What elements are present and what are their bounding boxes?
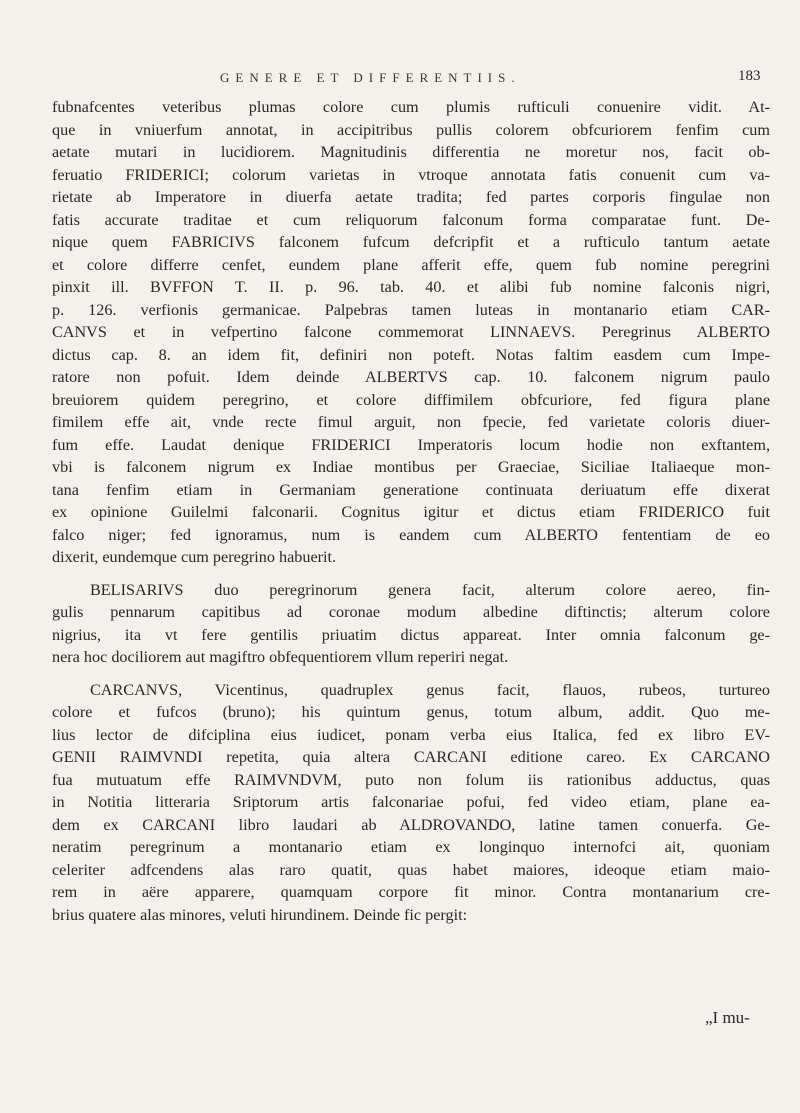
text-line: breuiorem quidem peregrino, et colore diffimilem obfcuriore, fed figura plane <box>52 390 770 409</box>
paragraph-2 <box>52 579 770 669</box>
text-line: dixerit, eundemque cum peregrino habuerit. <box>52 548 337 566</box>
text-line: ex opinione Guilelmi falconarii. Cognitus igitur et dictus etiam FRIDERICO fuit <box>52 503 770 521</box>
text-line: rietate ab Imperatore in diuerfa aetate tradita; fed partes corporis fingulae non <box>52 188 770 206</box>
text-line: lius lector de difciplina eius iudicet, ponam verba eius Italica, fed ex libro EV- <box>52 725 770 744</box>
text-line: fua mutuatum effe RAIMVNDVM, puto non folum iis rationibus adductus, quas <box>52 770 770 789</box>
text-line: CARCANVS, Vicentinus, quadruplex genus facit, flauos, rubeos, turtureo <box>90 680 770 699</box>
paragraph-1 <box>52 96 770 569</box>
text-line: celeriter adfcendens alas raro quatit, quas habet maiores, ideoque etiam maio- <box>52 860 770 879</box>
text-line: p. 126. verfionis germanicae. Palpebras tamen luteas in montanario etiam CAR- <box>52 300 770 319</box>
text-line: gulis pennarum capitibus ad coronae modum albedine diftinctis; alterum colore <box>52 603 770 621</box>
text-line: feruatio FRIDERICI; colorum varietas in vtroque annotata fatis conuenit cum va- <box>52 165 770 184</box>
text-line: neratim peregrinum a montanario etiam ex longinquo internofci ait, quoniam <box>52 838 770 856</box>
text-line: CANVS et in vefpertino falcone commemorat LINNAEVS. Peregrinus ALBERTO <box>52 323 770 341</box>
running-title: GENERE ET DIFFERENTIIS. <box>220 70 521 85</box>
text-line: nique quem FABRICIVS falconem fufcum defcripfit et a rufticulo tantum aetate <box>52 233 770 251</box>
text-line: brius quatere alas minores, veluti hirundinem. Deinde fic pergit: <box>52 905 468 924</box>
text-line: que in vniuerfum annotat, in accipitribus pullis colorem obfcuriorem fenfim cum <box>52 120 770 139</box>
text-line: rem in aëre apparere, quamquam corpore fit minor. Contra montanarium cre- <box>52 883 770 901</box>
text-line: falco niger; fed ignoramus, num is eandem cum ALBERTO fententiam de eo <box>52 525 770 544</box>
text-line: ratore non pofuit. Idem deinde ALBERTVS cap. 10. falconem nigrum paulo <box>52 368 770 386</box>
text-line: fatis accurate traditae et cum reliquorum falconum forma comparatae funt. De- <box>52 210 770 229</box>
text-line: GENII RAIMVNDI repetita, quia altera CARCANI editione careo. Ex CARCANO <box>52 748 770 766</box>
text-line: nigrius, ita vt fere gentilis priuatim dictus appareat. Inter omnia falconum ge- <box>52 625 770 644</box>
text-line: vbi is falconem nigrum ex Indiae montibus per Graeciae, Siciliae Italiaeque mon- <box>52 458 770 476</box>
text-line: nera hoc dociliorem aut magiftro obfequentiorem vllum reperiri negat. <box>52 648 509 666</box>
text-line: BELISARIVS duo peregrinorum genera facit, alterum colore aereo, fin- <box>90 580 770 599</box>
text-line: fubnafcentes veteribus plumas colore cum plumis rufticuli conuenire vidit. At- <box>52 98 770 116</box>
text-line: in Notitia litteraria Sriptorum artis falconariae pofui, fed video etiam, plane ea- <box>52 793 770 811</box>
text-line: aetate mutari in lucidiorem. Magnitudinis differentia ne moretur nos, facit ob- <box>52 143 770 161</box>
catchword: „I mu- <box>705 1008 750 1027</box>
text-line: fimilem effe ait, vnde recte fimul arguit, non fpecie, fed varietate coloris diuer- <box>52 413 770 431</box>
text-line: et colore differre cenfet, eundem plane afferit effe, quem fub nomine peregrini <box>52 255 770 274</box>
body-text <box>52 96 770 926</box>
paragraph-3 <box>52 679 770 927</box>
page-number: 183 <box>738 68 761 84</box>
text-line: colore et fufcos (bruno); his quintum genus, totum album, addit. Quo me- <box>52 703 770 721</box>
text-line: pinxit ill. BVFFON T. II. p. 96. tab. 40. et alibi fub nomine falconis nigri, <box>52 278 770 296</box>
text-line: fum effe. Laudat denique FRIDERICI Imperatoris locum hodie non exftantem, <box>52 435 770 454</box>
text-line: tana fenfim etiam in Germaniam generatione continuata deriuatum effe dixerat <box>52 480 770 499</box>
text-line: dem ex CARCANI libro laudari ab ALDROVANDO, latine tamen conuerfa. Ge- <box>52 815 770 834</box>
text-line: dictus cap. 8. an idem fit, definiri non poteft. Notas faltim easdem cum Impe- <box>52 345 770 364</box>
